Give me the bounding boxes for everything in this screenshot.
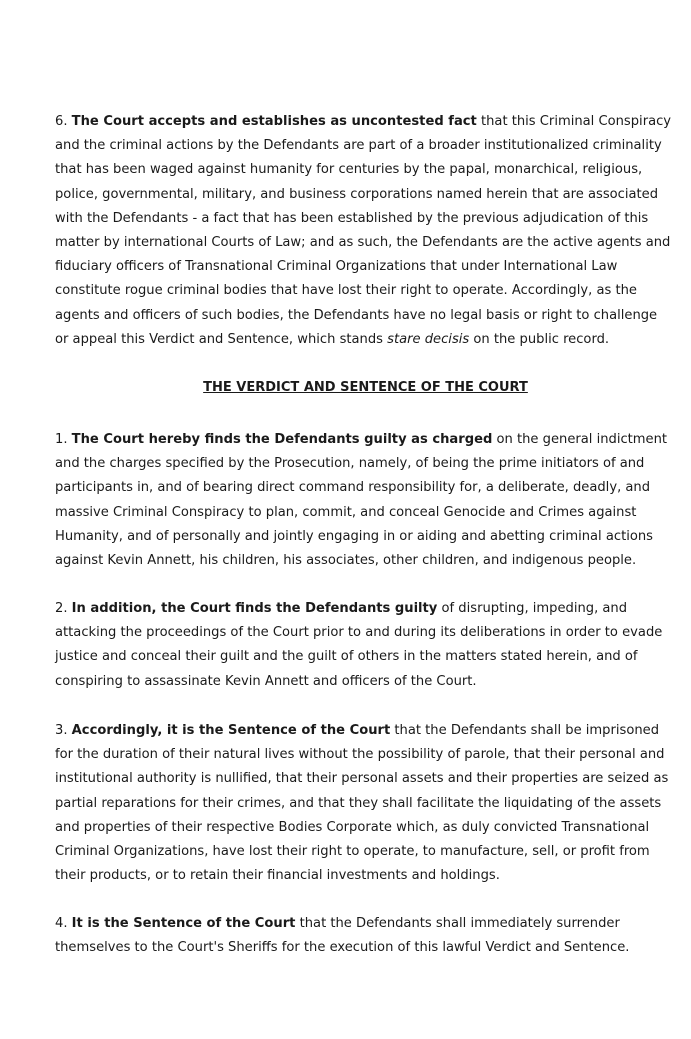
paragraph-bold-lead: The Court hereby finds the Defendants guilty as charged: [71, 432, 493, 447]
paragraph-bold-lead: Accordingly, it is the Sentence of the Court: [71, 723, 391, 738]
paragraph-body: that this Criminal Conspiracy and the criminal actions by the Defendants are part of a broader institutionalized criminality that has been waged against humanity for centuries by the papal, monarchical, religious, police, governmental, military, and business corporations named herein that are associated with the Defendants - a fact that has been established by the previous adjudication of this matter by international Courts of Law; and as such, the Defendants are the active agents and fiduciary officers of Transnational Criminal Organizations that under International Law constitute rogue criminal bodies that have lost their right to operate. Accordingly, as the agents and officers of such bodies, the Defendants have no legal basis or right to challenge or appeal this Verdict and Sentence, which stands: [55, 114, 672, 347]
verdict-paragraph-3: [55, 719, 673, 888]
paragraph-number: 6.: [55, 114, 68, 129]
paragraph-body: on the general indictment and the charges specified by the Prosecution, namely, of being the prime initiators of and participants in, and of bearing direct command responsibility for, a deliberate, deadly, and massive Criminal Conspiracy to plan, commit, and conceal Genocide and Crimes against Humanity, and of personally and jointly engaging in or aiding and abetting criminal actions against Kevin Annett, his children, his associates, other children, and indigenous people.: [55, 432, 668, 569]
verdict-paragraph-1: [55, 428, 673, 573]
paragraph-body: that the Defendants shall be imprisoned for the duration of their natural lives without the possibility of parole, that their personal and institutional authority is nullified, that their personal assets and their properties are seized as partial reparations for their crimes, and that they shall facilitate the liquidating of the assets and properties of their respective Bodies Corporate which, as duly convicted Transnational Criminal Organizations, have lost their right to operate, to manufacture, sell, or profit from their products, or to retain their financial investments and holdings.: [55, 723, 669, 884]
section-heading-text: THE VERDICT AND SENTENCE OF THE COURT: [203, 380, 528, 395]
paragraph-bold-lead: In addition, the Court finds the Defendants guilty: [71, 601, 438, 616]
paragraph-6: [55, 110, 673, 352]
paragraph-italic-term: stare decisis: [387, 331, 470, 347]
paragraph-number: 2.: [55, 601, 68, 616]
paragraph-number: 4.: [55, 916, 68, 931]
verdict-paragraph-2: [55, 597, 673, 694]
section-heading: [0, 380, 691, 395]
paragraph-body: of disrupting, impeding, and attacking the proceedings of the Court prior to and during its deliberations in order to evade justice and conceal their guilt and the guilt of others in the matters stated herein, and of conspiring to assassinate Kevin Annett and officers of the Court.: [55, 601, 663, 689]
paragraph-bold-lead: The Court accepts and establishes as uncontested fact: [71, 114, 477, 129]
paragraph-tail: on the public record.: [473, 331, 610, 347]
verdict-paragraph-4: [55, 912, 673, 960]
paragraph-number: 1.: [55, 432, 68, 447]
paragraph-number: 3.: [55, 723, 68, 738]
paragraph-body: that the Defendants shall immediately surrender themselves to the Court's Sheriffs for the execution of this lawful Verdict and Sentence.: [55, 916, 630, 956]
paragraph-bold-lead: It is the Sentence of the Court: [71, 916, 296, 931]
